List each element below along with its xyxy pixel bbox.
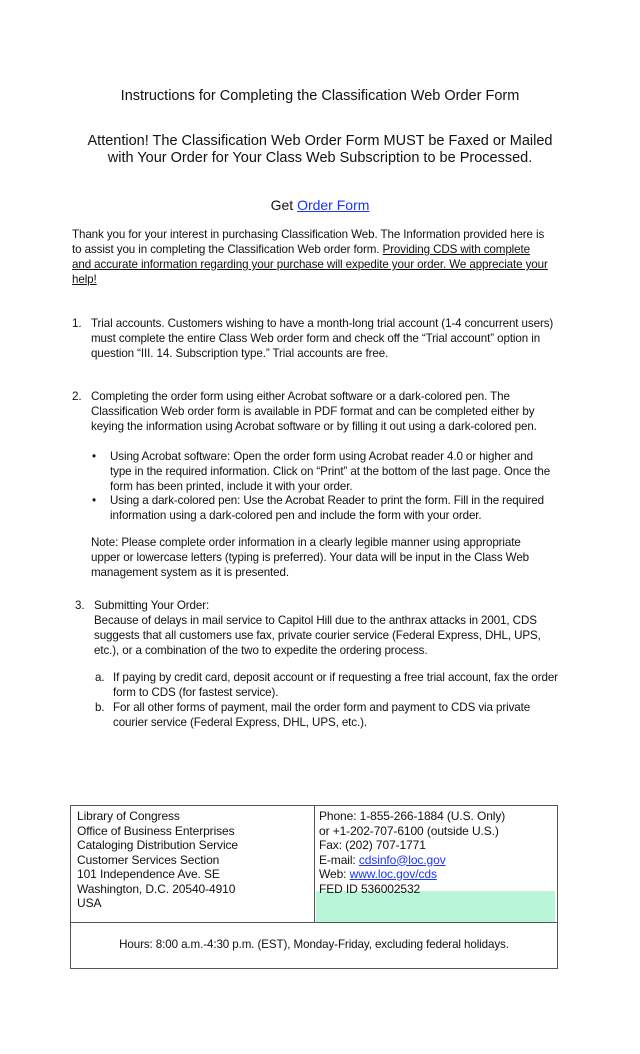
bullet-acrobat: Using Acrobat software: Open the order form using Acrobat reader 4.0 or higher and type in the required information. Click on “Print” at the bottom of the last page. Once the form has been printed, include it with your order. [110,450,551,493]
item-3-number: 3. [75,599,85,612]
hours: Hours: 8:00 a.m.-4:30 p.m. (EST), Monday-Friday, excluding federal holidays. [119,938,509,951]
web-link[interactable]: www.loc.gov/cds [349,867,437,881]
page-title: Instructions for Completing the Classification Web Order Form [120,88,520,104]
intro-line: to assist you in completing the Classification Web order form. Providing CDS with complete [72,243,530,256]
subitem-a-label: a. [95,671,105,684]
item-1-text: Trial accounts. Customers wishing to have a month-long trial account (1-4 concurrent users) must complete the entire Class Web order form and check off the “Trial account” option in question “III. 14. Subscription type.” Trial accounts are free. [91,317,554,360]
attention-line-1: Attention! The Classification Web Order Form MUST be Faxed or Mailed [87,133,553,149]
contact-table [70,805,558,969]
order-form-link[interactable]: Order Form [297,197,370,213]
intro-line: help! [72,273,97,286]
bullet-icon: • [92,494,96,507]
fed-id: FED ID 536002532 [319,881,421,896]
get-prefix: Get [270,197,298,213]
bullet-icon: • [92,450,96,463]
divider [71,922,557,923]
divider [314,806,315,922]
item-3-heading: Submitting Your Order: [94,599,210,612]
item-2-number: 2. [72,390,82,403]
phone: Phone: 1-855-266-1884 (U.S. Only) [319,809,506,823]
subitem-b: For all other forms of payment, mail the order form and payment to CDS via private courier service (Federal Express, DHL, UPS, etc.). [113,701,531,729]
attention-line-2: with Your Order for Your Class Web Subscription to be Processed. [107,150,533,166]
get-order-form [0,197,640,213]
subitem-b-label: b. [95,701,105,714]
contact-info: Phone: 1-855-266-1884 (U.S. Only) or +1-202-707-6100 (outside U.S.) Fax: (202) 707-1771 E-mail: cdsinfo@loc.gov Web: www.loc.gov/cds FED ID 536002532 [319,809,506,896]
email-link[interactable]: cdsinfo@loc.gov [358,852,446,867]
phone-intl: or +1-202-707-6100 (outside U.S.) [319,823,499,838]
intro-line: and accurate information regarding your purchase will expedite your order. We appreciate your [72,258,548,271]
intro-line: Thank you for your interest in purchasing Classification Web. The Information provided here is [72,228,545,241]
subitem-a: If paying by credit card, deposit account or if requesting a free trial account, fax the order form to CDS (for fastest service). [113,671,558,699]
item-3-text: Submitting Your Order: Because of delays in mail service to Capitol Hill due to the anthrax attacks in 2001, CDS suggests that all customers use fax, private courier service (Federal Express, DHL, UPS, etc.), or a combination of the two to expedite the ordering process. [94,599,541,657]
bullet-pen: Using a dark-colored pen: Use the Acrobat Reader to print the form. Fill in the required information using a dark-colored pen and include the form with your order. [110,494,544,522]
item-1-number: 1. [72,317,82,330]
note: Note: Please complete order information in a clearly legible manner using appropriate upper or lowercase letters (typing is preferred). Your data will be input in the Class Web management system as it is presented. [91,536,530,579]
fax: Fax: (202) 707-1771 [319,838,426,852]
item-2-text: Completing the order form using either Acrobat software or a dark-colored pen. The Classification Web order form is available in PDF format and can be completed either by keying the information using Acrobat software or by filling it out using a dark-colored pen. [91,390,537,433]
address: Library of Congress Office of Business Enterprises Cataloging Distribution Service Customer Services Section 101 Independence Ave. SE Washington, D.C. 20540-4910 USA [77,809,238,910]
intro-paragraph [72,227,548,287]
